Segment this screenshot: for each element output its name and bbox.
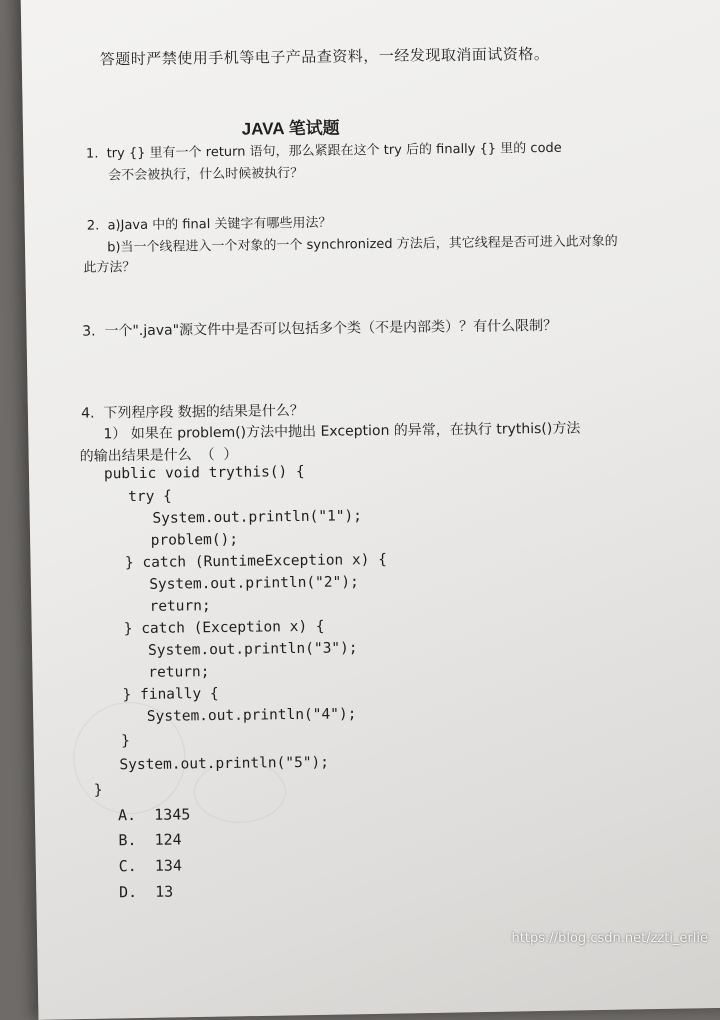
q1-line1: 1. try {} 里有一个 return 语句，那么紧跟在这个 try 后的 finally {} 里的 code <box>85 140 562 162</box>
code-line: } <box>121 733 131 750</box>
code-line: } finally { <box>122 686 219 704</box>
code-line: } catch (RuntimeException x) { <box>124 551 387 572</box>
q2-line1: 2. a)Java 中的 final 关键字有哪些用法？ <box>86 215 332 234</box>
code-line: System.out.println("4"); <box>146 706 357 725</box>
code-line: } catch (Exception x) { <box>123 618 325 638</box>
q4-line3: 的输出结果是什么 （ ） <box>79 446 238 465</box>
option-a: A. 1345 <box>117 805 191 825</box>
option-c: C. 134 <box>118 856 183 876</box>
q1-line2: 会不会被执行，什么时候被执行？ <box>108 165 304 184</box>
q2-line3: 此方法？ <box>83 259 136 276</box>
option-b: B. 124 <box>118 830 182 850</box>
q3-line1: 3. 一个".java"源文件中是否可以包括多个类（不是内部类）？有什么限制？ <box>82 317 558 340</box>
q4-line1: 4. 下列程序段 数据的结果是什么？ <box>81 402 304 422</box>
code-line: System.out.println("5"); <box>119 754 330 774</box>
code-line: System.out.println("1"); <box>152 508 363 527</box>
page-title: JAVA 笔试题 <box>241 118 340 139</box>
code-line: problem(); <box>150 531 239 549</box>
option-d: D. 13 <box>118 882 174 902</box>
code-line: System.out.println("2"); <box>149 574 359 593</box>
code-line: public void trythis() { <box>103 463 305 483</box>
code-line: System.out.println("3"); <box>147 640 358 659</box>
watermark: https://blog.csdn.net/zzti_erlie <box>511 931 708 946</box>
q2-line2: b)当一个线程进入一个对象的一个 synchronized 方法后，其它线程是否可进入此对象的 <box>107 234 618 256</box>
code-line: return; <box>149 598 211 615</box>
header-notice: 答题时严禁使用手机等电子产品查资料，一经发现取消面试资格。 <box>99 44 550 69</box>
code-line: } <box>93 782 103 799</box>
code-line: return; <box>148 664 210 681</box>
code-line: try { <box>128 488 172 506</box>
q4-line2: 1） 如果在 problem()方法中抛出 Exception 的异常，在执行 trythis()方法 <box>103 420 581 443</box>
